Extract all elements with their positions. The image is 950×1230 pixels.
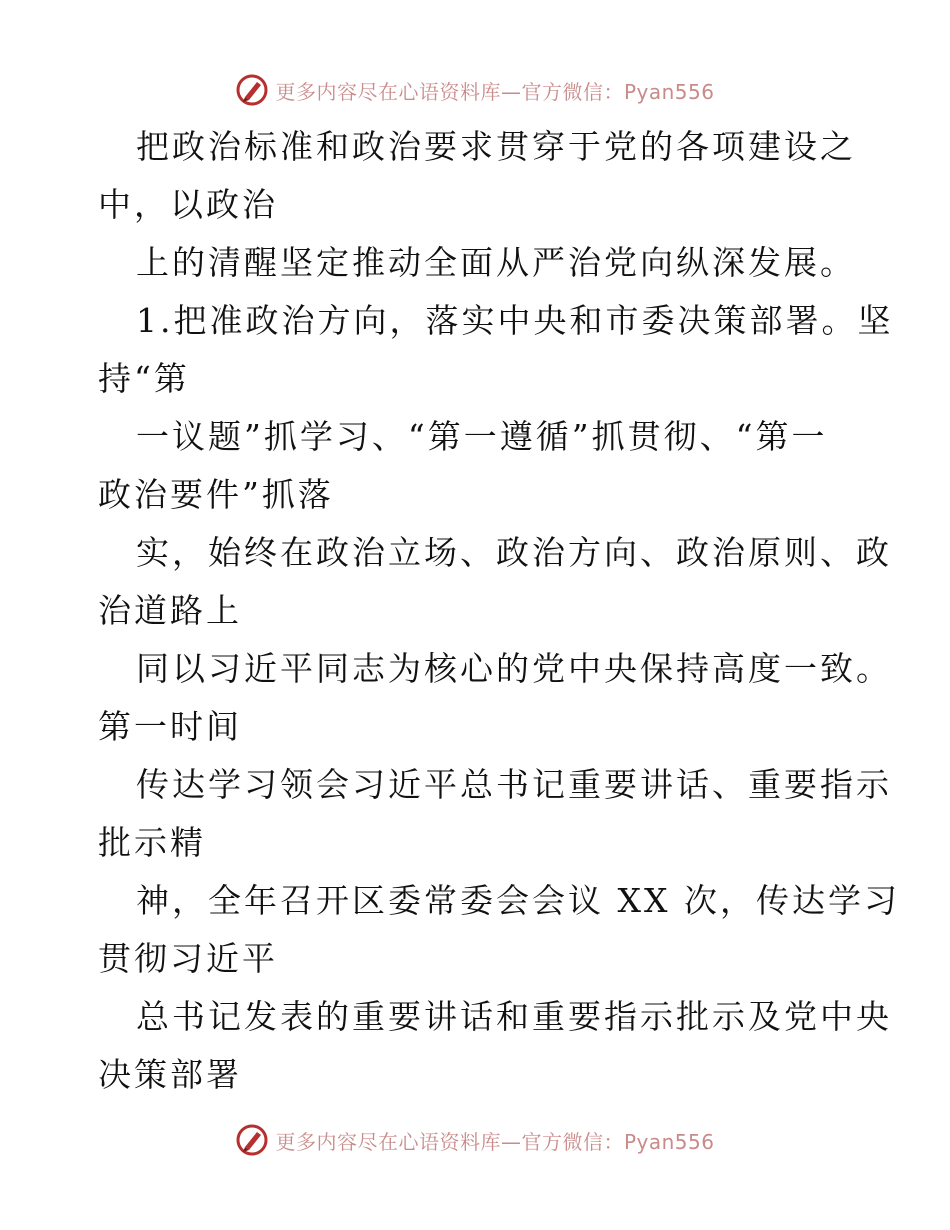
- watermark-text: 更多内容尽在心语资料库—官方微信：Pyan556: [275, 79, 715, 104]
- text-line: 实，始终在政治立场、政治方向、政治原则、政: [136, 533, 892, 572]
- text-line: 1.把准政治方向，落实中央和市委决策部署。坚: [136, 301, 894, 340]
- text-line: 第一时间: [98, 707, 242, 746]
- header-watermark: [0, 70, 950, 110]
- text-line: 神，全年召开区委常委会会议 XX 次，传达学习: [136, 881, 900, 920]
- text-line: 政治要件”抓落: [98, 475, 334, 514]
- text-line: 批示精: [98, 823, 206, 862]
- text-line: 上的清醒坚定推动全面从严治党向纵深发展。: [136, 243, 856, 282]
- text-line: 把政治标准和政治要求贯穿于党的各项建设之: [136, 127, 856, 166]
- text-line: 中，以政治: [98, 185, 278, 224]
- text-line: 一议题”抓学习、“第一遵循”抓贯彻、“第一: [136, 417, 828, 456]
- footer-watermark: [0, 1120, 950, 1160]
- text-line: 贯彻习近平: [98, 939, 278, 978]
- text-line: 传达学习领会习近平总书记重要讲话、重要指示: [136, 765, 892, 804]
- pen-seal-icon: [235, 1123, 269, 1157]
- document-body: [98, 118, 900, 1104]
- text-line: 同以习近平同志为核心的党中央保持高度一致。: [136, 649, 892, 688]
- text-line: 决策部署: [98, 1055, 242, 1094]
- text-line: 总书记发表的重要讲话和重要指示批示及党中央: [136, 997, 892, 1036]
- text-line: 持“第: [98, 359, 190, 398]
- watermark-text: 更多内容尽在心语资料库—官方微信：Pyan556: [275, 1129, 715, 1154]
- pen-seal-icon: [235, 73, 269, 107]
- text-line: 治道路上: [98, 591, 242, 630]
